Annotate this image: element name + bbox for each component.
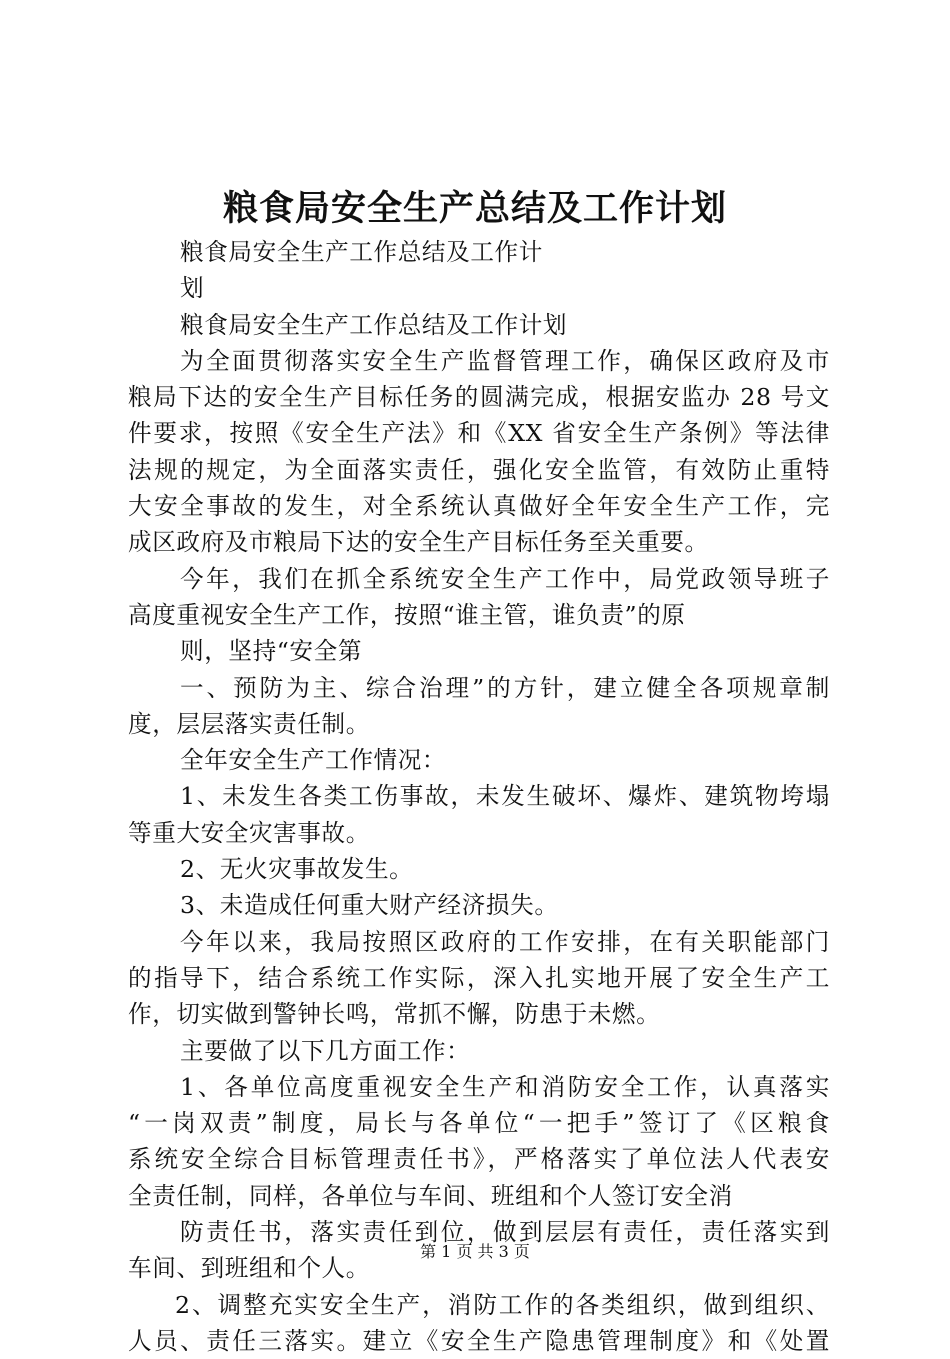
list-item-line: 1、各单位高度重视安全生产和消防安全工作，认真落实	[180, 1072, 830, 1101]
subtitle-line-1: 粮食局安全生产工作总结及工作计	[180, 238, 543, 266]
paragraph-line: 今年，我们在抓全系统安全生产工作中，局党政领导班子	[180, 564, 830, 593]
list-item-line: 2、无火灾事故发生。	[180, 855, 414, 884]
list-item-line: 系统安全综合目标管理责任书》，严格落实了单位法人代表安	[128, 1145, 830, 1174]
document-body	[128, 234, 830, 1359]
paragraph-line: 全年安全生产工作情况：	[180, 746, 447, 775]
paragraph-line: 粮局下达的安全生产目标任务的圆满完成，根据安监办 28 号文	[128, 383, 830, 412]
list-item-line: 2、调整充实安全生产，消防工作的各类组织，做到组织、	[175, 1290, 830, 1319]
paragraph-line: 主要做了以下几方面工作：	[180, 1036, 471, 1065]
list-item-line: 等重大安全灾害事故。	[128, 818, 370, 847]
document-title: 粮食局安全生产总结及工作计划	[222, 188, 727, 229]
list-item-line: 1、未发生各类工伤事故，未发生破坏、爆炸、建筑物垮塌	[180, 782, 830, 811]
page-number-footer: 第 1 页 共 3 页	[420, 1242, 530, 1261]
paragraph-line: 大安全事故的发生，对全系统认真做好全年安全生产工作，完	[128, 492, 830, 521]
paragraph-line: 法规的规定，为全面落实责任，强化安全监管，有效防止重特	[128, 455, 830, 484]
list-item-line: 全责任制，同样，各单位与车间、班组和个人签订安全消	[128, 1181, 733, 1210]
paragraph-line: 件要求，按照《安全生产法》和《XX 省安全生产条例》等法律	[128, 419, 830, 448]
paragraph-line: 一、预防为主、综合治理”的方针，建立健全各项规章制	[180, 673, 830, 702]
list-item-line: “一岗双责”制度，局长与各单位“一把手”签订了《区粮食	[128, 1109, 830, 1138]
paragraph-line: 的指导下，结合系统工作实际，深入扎实地开展了安全生产工	[128, 963, 830, 992]
paragraph-line: 度，层层落实责任制。	[128, 709, 370, 738]
list-item-line: 人员、责任三落实。建立《安全生产隐患管理制度》和《处置	[128, 1326, 830, 1355]
paragraph-line: 作，切实做到警钟长鸣，常抓不懈，防患于未燃。	[128, 1000, 661, 1029]
subheading: 粮食局安全生产工作总结及工作计划	[180, 310, 568, 339]
paragraph-line: 高度重视安全生产工作，按照“谁主管，谁负责”的原	[128, 600, 686, 629]
paragraph-line: 今年以来，我局按照区政府的工作安排，在有关职能部门	[180, 927, 830, 956]
list-item-line: 防责任书，落实责任到位，做到层层有责任，责任落实到	[180, 1218, 830, 1247]
paragraph-line: 为全面贯彻落实安全生产监督管理工作，确保区政府及市	[180, 346, 830, 375]
list-item-line: 车间、到班组和个人。	[128, 1254, 370, 1283]
list-item-line: 3、未造成任何重大财产经济损失。	[180, 891, 559, 920]
paragraph-line: 成区政府及市粮局下达的安全生产目标任务至关重要。	[128, 528, 709, 557]
subtitle-line-2: 划	[180, 274, 205, 303]
paragraph-line: 则，坚持“安全第	[180, 637, 363, 666]
